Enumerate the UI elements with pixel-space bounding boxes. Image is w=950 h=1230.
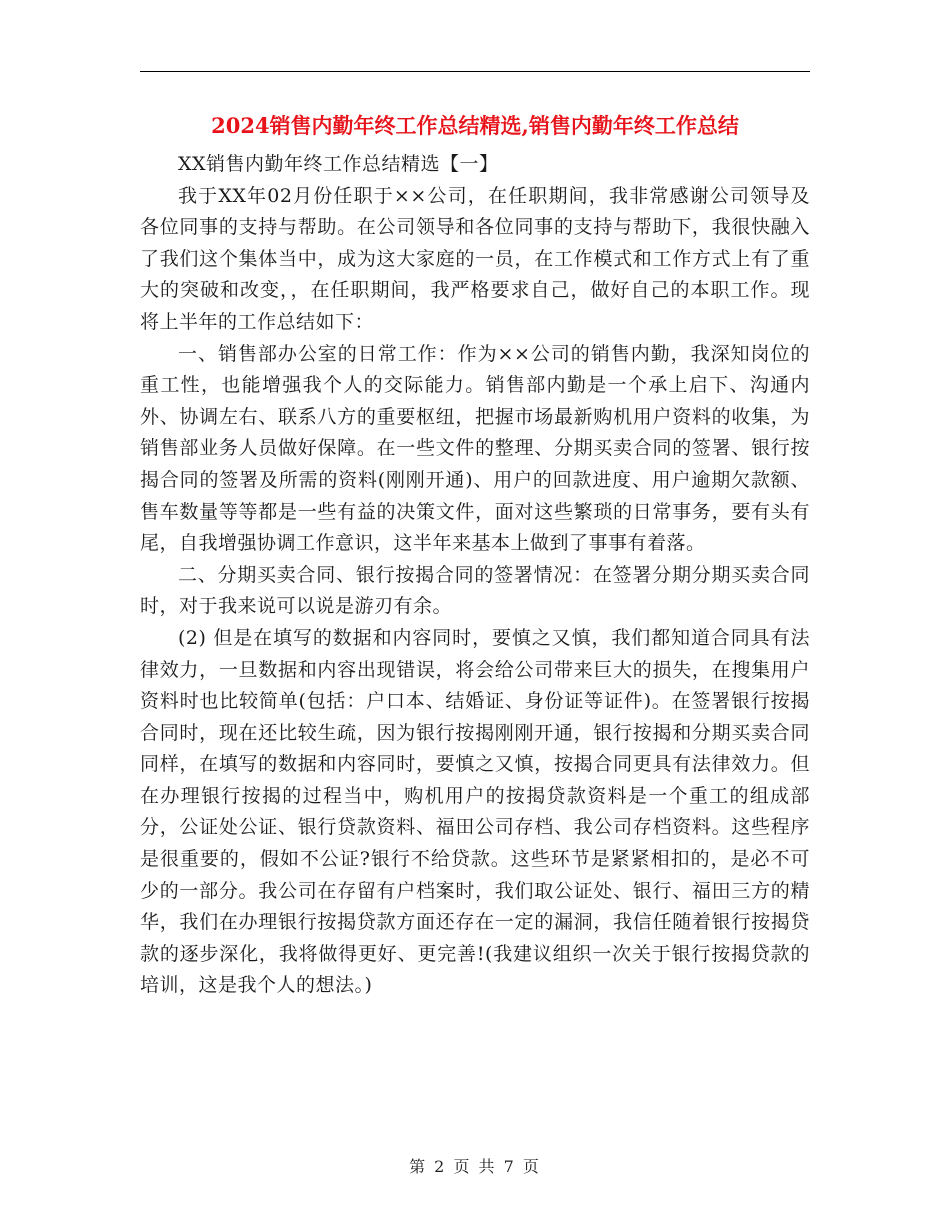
header-rule — [140, 71, 810, 72]
document-body — [140, 149, 810, 1002]
document-title: 2024销售内勤年终工作总结精选,销售内勤年终工作总结 — [211, 113, 739, 138]
section-subtitle: XX销售内勤年终工作总结精选【一】 — [178, 153, 499, 175]
paragraph-mortgage: (2) 但是在填写的数据和内容同时，要慎之又慎，我们都知道合同具有法律效力，一旦数据和内容出现错误，将会给公司带来巨大的损失，在搜集用户资料时也比较简单(包括：户口本、结婚证、身份证等证件)。在签署银行按揭合同时，现在还比较生疏，因为银行按揭刚刚开通，银行按揭和分期买卖合同同样，在填写的数据和内容同时，要慎之又慎，按揭合同更具有法律效力。但在办理银行按揭的过程当中，购机用户的按揭贷款资料是一个重工的组成部分，公证处公证、银行贷款资料、福田公司存档、我公司存档资料。这些程序是很重要的，假如不公证?银行不给贷款。这些环节是紧紧相扣的，是必不可少的一部分。我公司在存留有户档案时，我们取公证处、银行、福田三方的精华，我们在办理银行按揭贷款方面还存在一定的漏洞，我信任随着银行按揭贷款的逐步深化，我将做得更好、更完善!(我建议组织一次关于银行按揭贷款的培训，这是我个人的想法。) — [140, 626, 810, 997]
paragraph-daily-work: 一、销售部办公室的日常工作：作为××公司的销售内勤，我深知岗位的重工性，也能增强我个人的交际能力。销售部内勤是一个承上启下、沟通内外、协调左右、联系八方的重要枢纽，把握市场最新购机用户资料的收集，为销售部业务人员做好保障。在一些文件的整理、分期买卖合同的签署、银行按揭合同的签署及所需的资料(刚刚开通)、用户的回款进度、用户逾期欠款额、售车数量等等都是一些有益的决策文件，面对这些繁琐的日常事务，要有头有尾，自我增强协调工作意识，这半年来基本上做到了事事有着落。 — [140, 342, 810, 555]
page-number-footer: 第 2 页 共 7 页 — [409, 1157, 541, 1176]
paragraph-intro: 我于XX年02月份任职于××公司，在任职期间，我非常感谢公司领导及各位同事的支持与帮助。在公司领导和各位同事的支持与帮助下，我很快融入了我们这个集体当中，成为这大家庭的一员，在工作模式和工作方式上有了重大的突破和改变，，在任职期间，我严格要求自己，做好自己的本职工作。现将上半年的工作总结如下： — [140, 184, 810, 333]
paragraph-contracts: 二、分期买卖合同、银行按揭合同的签署情况：在签署分期分期买卖合同时，对于我来说可以说是游刃有余。 — [140, 563, 810, 618]
